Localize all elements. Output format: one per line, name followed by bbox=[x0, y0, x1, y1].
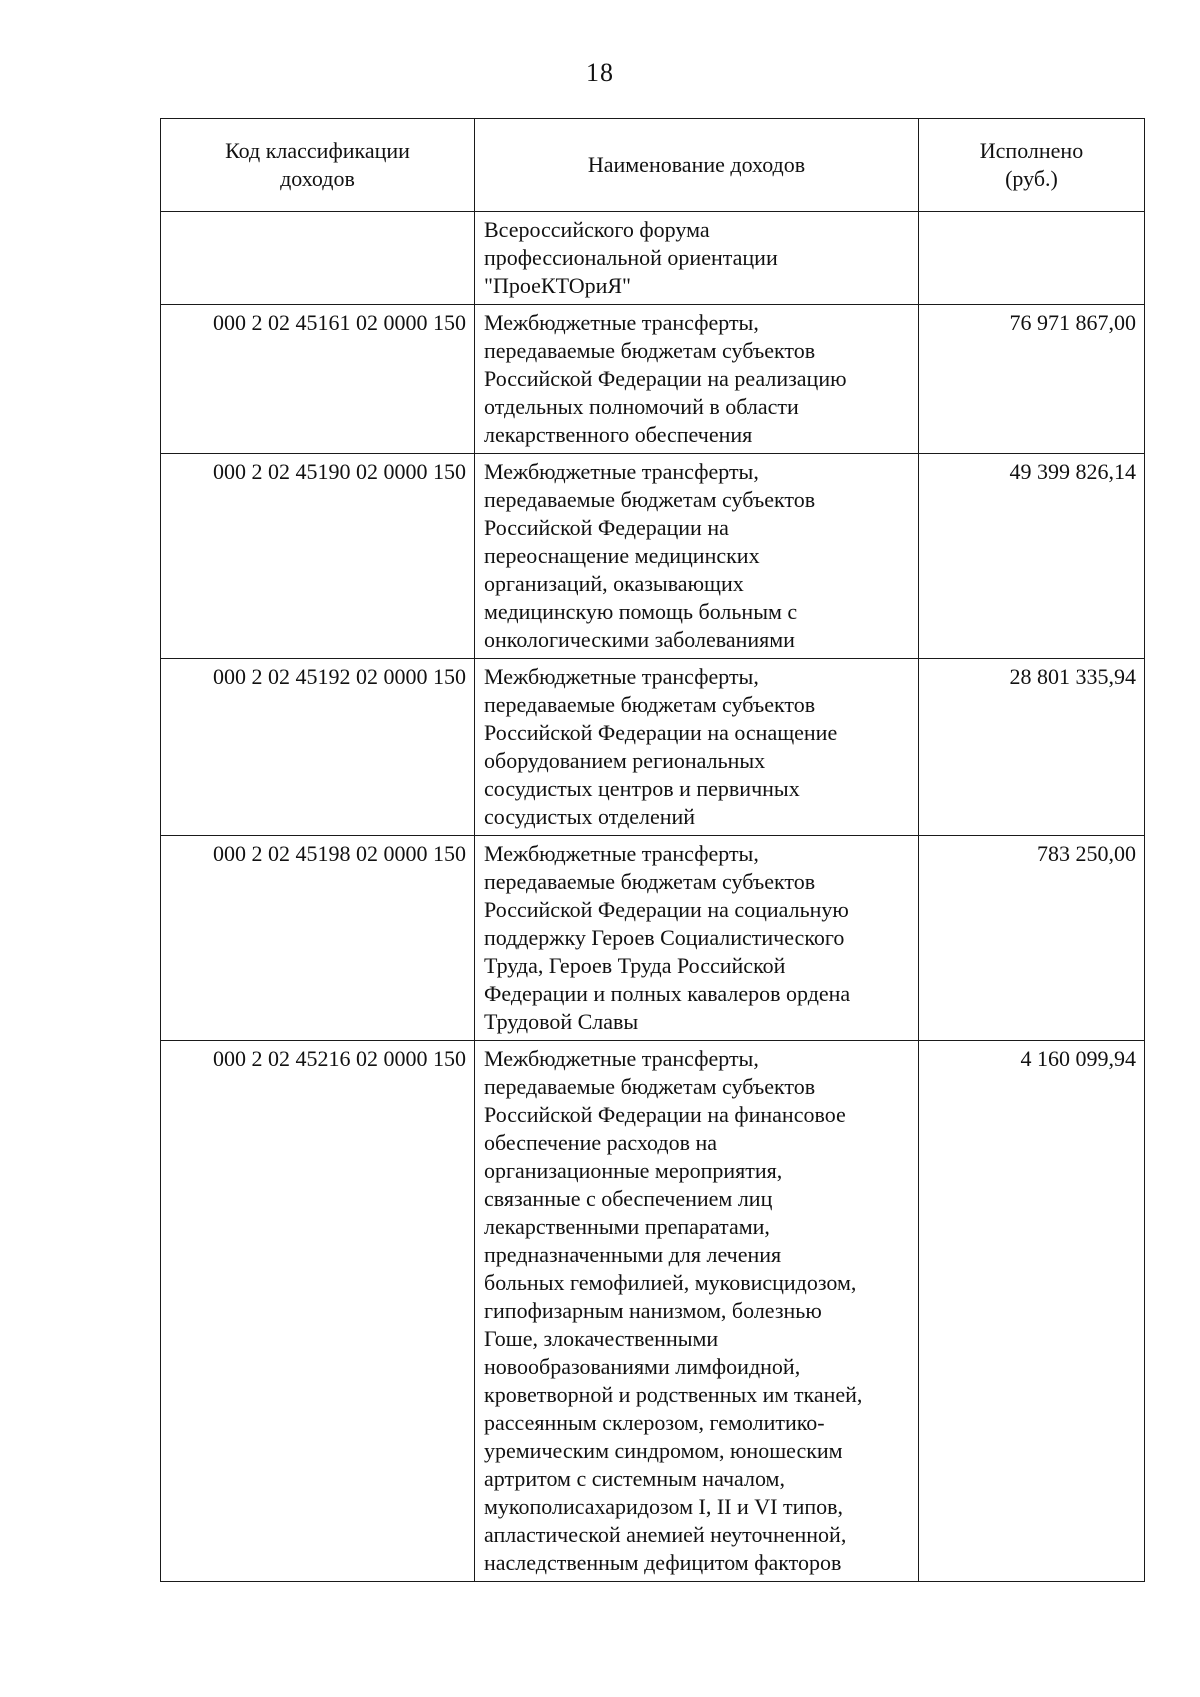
row-code: 000 2 02 45216 02 0000 150 bbox=[161, 1041, 475, 1582]
row-name: Межбюджетные трансферты, передаваемые бюджетам субъектов Российской Федерации на оснащение оборудованием региональных сосудистых центров и первичных сосудистых отделений bbox=[475, 659, 919, 836]
revenue-table bbox=[160, 118, 1145, 1582]
row-name: Всероссийского форума профессиональной ориентации "ПроеКТОриЯ" bbox=[475, 212, 919, 305]
row-name: Межбюджетные трансферты, передаваемые бюджетам субъектов Российской Федерации на социальную поддержку Героев Социалистического Труда, Героев Труда Российской Федерации и полных кавалеров ордена Трудовой Славы bbox=[475, 836, 919, 1041]
row-amount: 49 399 826,14 bbox=[919, 454, 1145, 659]
row-name: Межбюджетные трансферты, передаваемые бюджетам субъектов Российской Федерации на реализацию отдельных полномочий в области лекарственного обеспечения bbox=[475, 305, 919, 454]
row-name: Межбюджетные трансферты, передаваемые бюджетам субъектов Российской Федерации на переоснащение медицинских организаций, оказывающих медицинскую помощь больным с онкологическими заболеваниями bbox=[475, 454, 919, 659]
row-amount: 76 971 867,00 bbox=[919, 305, 1145, 454]
table-row bbox=[161, 659, 1145, 836]
row-amount: 4 160 099,94 bbox=[919, 1041, 1145, 1582]
table-row bbox=[161, 454, 1145, 659]
row-amount: 28 801 335,94 bbox=[919, 659, 1145, 836]
row-name: Межбюджетные трансферты, передаваемые бюджетам субъектов Российской Федерации на финансовое обеспечение расходов на организационные мероприятия, связанные с обеспечением лиц лекарственными препаратами, предназначенными для лечения больных гемофилией, муковисцидозом, гипофизарным нанизмом, болезнью Гоше, злокачественными новообразованиями лимфоидной, кроветворной и родственных им тканей, рассеянным склерозом, гемолитико- уремическим синдромом, юношеским артритом с системным началом, мукополисахаридозом I, II и VI типов, апластической анемией неуточненной, наследственным дефицитом факторов bbox=[475, 1041, 919, 1582]
row-code: 000 2 02 45190 02 0000 150 bbox=[161, 454, 475, 659]
page-number: 18 bbox=[586, 58, 614, 87]
header-amount: Исполнено (руб.) bbox=[919, 119, 1145, 212]
table-row bbox=[161, 305, 1145, 454]
row-amount: 783 250,00 bbox=[919, 836, 1145, 1041]
row-code: 000 2 02 45192 02 0000 150 bbox=[161, 659, 475, 836]
table-row bbox=[161, 1041, 1145, 1582]
row-code: 000 2 02 45161 02 0000 150 bbox=[161, 305, 475, 454]
header-name: Наименование доходов bbox=[475, 119, 919, 212]
header-code: Код классификации доходов bbox=[161, 119, 475, 212]
row-code bbox=[161, 212, 475, 305]
row-code: 000 2 02 45198 02 0000 150 bbox=[161, 836, 475, 1041]
table-row bbox=[161, 836, 1145, 1041]
row-amount bbox=[919, 212, 1145, 305]
table-header-row bbox=[161, 119, 1145, 212]
table-row bbox=[161, 212, 1145, 305]
